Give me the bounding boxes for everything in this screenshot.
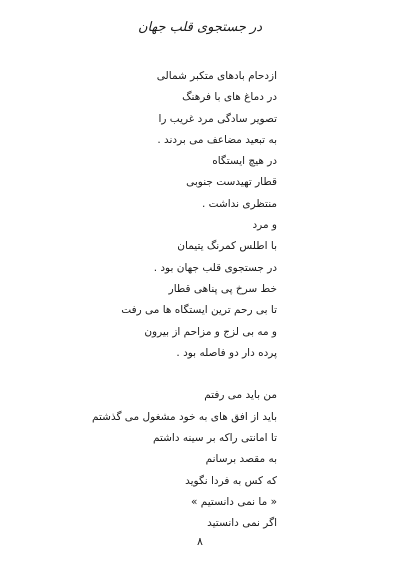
page-header-title: در جستجوی قلب جهان [137,20,263,35]
poem-line: باید از افق های به خود مشغول می گذشتم [92,410,277,423]
poem-line: به تبعید مضاعف می بردند . [157,133,277,146]
poem-line: که کس به فردا نگوید [185,474,277,487]
poem-line: و مه بی لزج و مزاحم از بیرون [144,325,277,338]
poem-line: ازدحام بادهای متکبر شمالی [156,70,277,82]
poem-line: تا بی رحم ترین ایستگاه ها می رفت [121,304,277,317]
poem-line: و مرد [252,219,277,232]
poem-line: در جستجوی قلب جهان بود . [153,261,277,274]
poem-line: قطار تهیدست جنوبی [186,176,277,189]
poem-line: در هیچ ایستگاه [212,155,277,168]
poem-line: « ما نمی دانستیم » [191,495,277,508]
poem-line: اگر نمی دانستید [207,517,277,530]
poem-line: به مقصد برسانم [205,453,277,466]
poem-line: من باید می رفتم [204,389,277,402]
poem-line: منتظری نداشت . [201,197,277,210]
poem-line: خط سرخ پی پناهی قطار [168,282,277,295]
poem-line: با اطلس کمرنگ یتیمان [177,240,277,253]
stanza-break [17,364,277,385]
stanza-1 [17,66,277,364]
poem-line: در دماغ های با فرهنگ [182,91,277,104]
poem-line: تا امانتی راکه بر سینه داشتم [152,432,277,445]
stanza-2 [17,385,277,534]
poem-line: تصویر سادگی مرد غریب را [158,112,277,125]
poem-body [17,66,277,535]
poem-line: پرده دار دو فاصله بود . [176,346,277,359]
page-number: ۸ [197,535,203,548]
